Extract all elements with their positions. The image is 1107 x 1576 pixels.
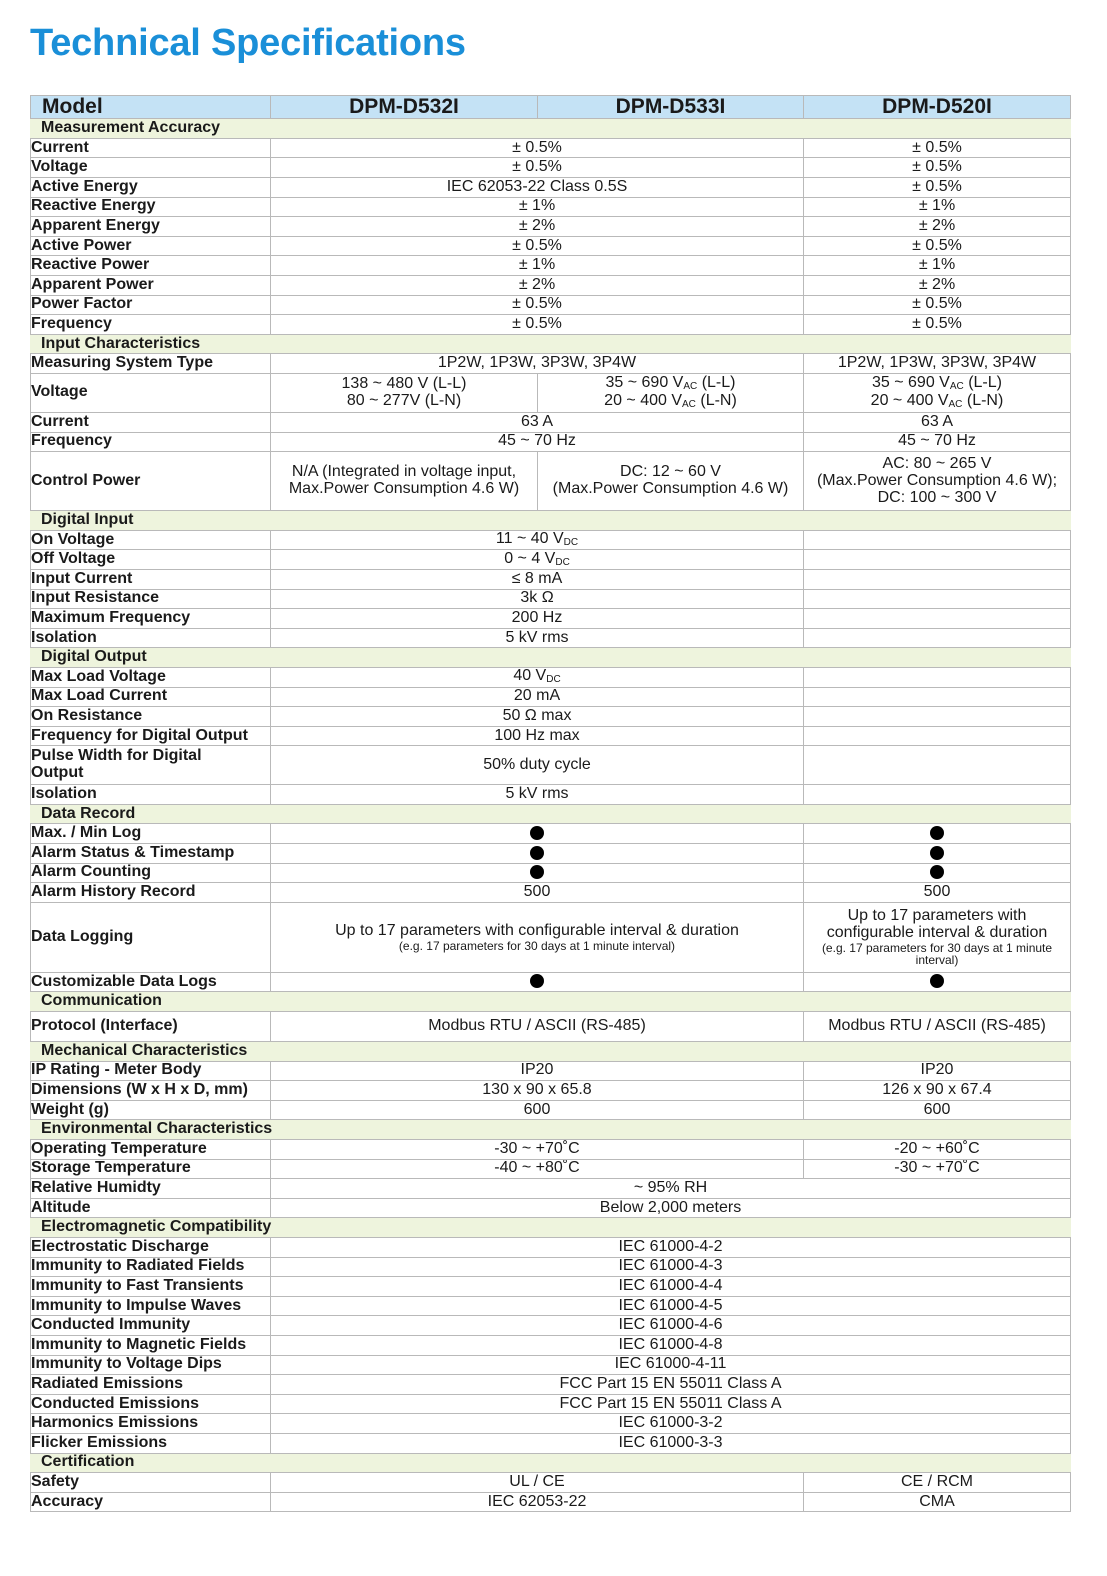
row-label: Accuracy [31, 1492, 271, 1512]
row-value: ± 0.5% [804, 158, 1071, 178]
row-value: 45 ~ 70 Hz [271, 432, 804, 452]
row-value: ± 0.5% [804, 315, 1071, 335]
row-value: IEC 61000-4-8 [271, 1335, 1071, 1355]
section-row [31, 1453, 1071, 1473]
table-row [31, 1414, 1071, 1434]
empty-cell [804, 530, 1071, 550]
row-label: Alarm History Record [31, 883, 271, 903]
row-label: Isolation [31, 628, 271, 648]
row-value: -30 ~ +70˚C [271, 1140, 804, 1160]
supported-cell [271, 844, 804, 864]
table-row [31, 452, 1071, 511]
section-title: Environmental Characteristics [31, 1120, 1071, 1140]
row-value: Below 2,000 meters [271, 1198, 1071, 1218]
table-row [31, 1100, 1071, 1120]
row-value: -30 ~ +70˚C [804, 1159, 1071, 1179]
section-title: Digital Output [31, 648, 1071, 668]
section-row [31, 648, 1071, 668]
row-label: Control Power [31, 452, 271, 511]
value-line: 35 ~ 690 $V_{AC}$ (L-L) [605, 374, 736, 393]
table-row [31, 1159, 1071, 1179]
supported-dot-icon [930, 846, 944, 860]
row-label: Frequency for Digital Output [31, 726, 271, 746]
value-note: (e.g. 17 parameters for 30 days at 1 minute interval) [821, 940, 1053, 968]
empty-cell [804, 785, 1071, 805]
row-label: Input Resistance [31, 589, 271, 609]
section-title: Certification [31, 1453, 1071, 1473]
table-row [31, 1296, 1071, 1316]
row-value: ± 2% [804, 276, 1071, 296]
row-label: Protocol (Interface) [31, 1012, 271, 1042]
row-label: Conducted Immunity [31, 1316, 271, 1336]
section-title: Electromagnetic Compatibility [31, 1218, 1071, 1238]
section-row [31, 1218, 1071, 1238]
row-value: 50% duty cycle [271, 746, 804, 785]
supported-dot-icon [530, 974, 544, 988]
row-value: ± 0.5% [271, 295, 804, 315]
row-value: -40 ~ +80˚C [271, 1159, 804, 1179]
row-value: ± 1% [271, 197, 804, 217]
empty-cell [804, 628, 1071, 648]
empty-cell [804, 746, 1071, 785]
row-value: ± 2% [271, 217, 804, 237]
row-value [271, 902, 804, 972]
table-row [31, 785, 1071, 805]
row-value: 600 [804, 1100, 1071, 1120]
row-value [804, 902, 1071, 972]
row-label: Immunity to Magnetic Fields [31, 1335, 271, 1355]
supported-dot-icon [530, 846, 544, 860]
table-row [31, 1355, 1071, 1375]
section-row [31, 992, 1071, 1012]
row-label: Alarm Counting [31, 863, 271, 883]
table-row [31, 972, 1071, 992]
supported-dot-icon [930, 826, 944, 840]
table-row [31, 217, 1071, 237]
section-row [31, 334, 1071, 354]
row-value: 600 [271, 1100, 804, 1120]
section-row [31, 119, 1071, 139]
row-value [804, 452, 1071, 511]
value-line: configurable interval & duration [826, 923, 1048, 941]
table-row [31, 863, 1071, 883]
row-value: FCC Part 15 EN 55011 Class A [271, 1394, 1071, 1414]
row-value: IEC 61000-3-2 [271, 1414, 1071, 1434]
row-value [271, 373, 538, 412]
table-row [31, 530, 1071, 550]
row-label: Max Load Voltage [31, 667, 271, 687]
table-row [31, 1198, 1071, 1218]
row-value: ± 1% [804, 256, 1071, 276]
row-value: IP20 [804, 1061, 1071, 1081]
row-label: Frequency [31, 315, 271, 335]
row-label: Apparent Energy [31, 217, 271, 237]
row-label: Power Factor [31, 295, 271, 315]
row-value: Modbus RTU / ASCII (RS-485) [804, 1012, 1071, 1042]
row-value: ± 0.5% [804, 178, 1071, 198]
table-row [31, 138, 1071, 158]
supported-cell [804, 972, 1071, 992]
table-row [31, 315, 1071, 335]
table-row [31, 569, 1071, 589]
row-label: Harmonics Emissions [31, 1414, 271, 1434]
section-row [31, 1042, 1071, 1062]
row-value: -20 ~ +60˚C [804, 1140, 1071, 1160]
row-label: Voltage [31, 158, 271, 178]
section-row [31, 804, 1071, 824]
value-line: Up to 17 parameters with [847, 906, 1027, 924]
row-label: Off Voltage [31, 550, 271, 570]
row-value: 126 x 90 x 67.4 [804, 1081, 1071, 1101]
empty-cell [804, 550, 1071, 570]
empty-cell [804, 707, 1071, 727]
row-label: Voltage [31, 373, 271, 412]
row-value: ± 2% [804, 217, 1071, 237]
row-value: 3k Ω [271, 589, 804, 609]
row-value: IEC 62053-22 [271, 1492, 804, 1512]
row-label: Conducted Emissions [31, 1394, 271, 1414]
table-row [31, 178, 1071, 198]
table-row [31, 883, 1071, 903]
row-label: Isolation [31, 785, 271, 805]
table-row [31, 373, 1071, 412]
row-value: 500 [804, 883, 1071, 903]
empty-cell [804, 569, 1071, 589]
section-title: Mechanical Characteristics [31, 1042, 1071, 1062]
value-line: DC: 12 ~ 60 V [620, 463, 721, 481]
row-value [538, 373, 804, 412]
model-d532-header: DPM-D532I [271, 96, 538, 119]
row-label: Radiated Emissions [31, 1375, 271, 1395]
row-label: Max Load Current [31, 687, 271, 707]
model-d533-header: DPM-D533I [538, 96, 804, 119]
row-value: ± 0.5% [271, 138, 804, 158]
row-label: Active Power [31, 236, 271, 256]
row-label: Active Energy [31, 178, 271, 198]
row-value: IEC 61000-4-4 [271, 1277, 1071, 1297]
value-line: DC: 100 ~ 300 V [877, 488, 997, 506]
row-label: Flicker Emissions [31, 1433, 271, 1453]
row-value: ± 0.5% [804, 295, 1071, 315]
row-value [271, 452, 538, 511]
row-label: Reactive Power [31, 256, 271, 276]
supported-cell [271, 824, 804, 844]
row-value: IP20 [271, 1061, 804, 1081]
empty-cell [804, 726, 1071, 746]
row-value: ≤ 8 mA [271, 569, 804, 589]
table-row [31, 1277, 1071, 1297]
value-line: Max.Power Consumption 4.6 W) [288, 480, 520, 498]
table-row [31, 1012, 1071, 1042]
row-label: Immunity to Voltage Dips [31, 1355, 271, 1375]
table-row [31, 276, 1071, 296]
value-line: 20 ~ 400 $V_{AC}$ (L-N) [870, 391, 1004, 410]
row-label: Dimensions (W x H x D, mm) [31, 1081, 271, 1101]
table-row [31, 1257, 1071, 1277]
row-value: 0 ~ 4 $V_{DC}$ [271, 550, 804, 570]
row-label: Apparent Power [31, 276, 271, 296]
empty-cell [804, 609, 1071, 629]
table-row [31, 1061, 1071, 1081]
row-value: ± 2% [271, 276, 804, 296]
row-label: Current [31, 138, 271, 158]
table-row [31, 1492, 1071, 1512]
row-label: Maximum Frequency [31, 609, 271, 629]
row-label: Storage Temperature [31, 1159, 271, 1179]
row-value: 63 A [271, 412, 804, 432]
row-value: IEC 61000-3-3 [271, 1433, 1071, 1453]
row-value: 100 Hz max [271, 726, 804, 746]
table-row [31, 236, 1071, 256]
row-value: 130 x 90 x 65.8 [271, 1081, 804, 1101]
row-value: IEC 61000-4-3 [271, 1257, 1071, 1277]
specifications-table [30, 95, 1071, 1512]
supported-cell [804, 824, 1071, 844]
value-line: 35 ~ 690 $V_{AC}$ (L-L) [872, 374, 1002, 393]
row-value: 5 kV rms [271, 628, 804, 648]
table-row [31, 432, 1071, 452]
row-label: Frequency [31, 432, 271, 452]
row-value: UL / CE [271, 1473, 804, 1493]
row-label: Alarm Status & Timestamp [31, 844, 271, 864]
section-row [31, 511, 1071, 531]
row-value: ± 1% [271, 256, 804, 276]
table-row [31, 746, 1071, 785]
row-value: 63 A [804, 412, 1071, 432]
row-label: Immunity to Fast Transients [31, 1277, 271, 1297]
row-value: IEC 61000-4-2 [271, 1237, 1071, 1257]
table-row [31, 902, 1071, 972]
value-line: 80 ~ 277V (L-N) [346, 391, 462, 409]
row-label: IP Rating - Meter Body [31, 1061, 271, 1081]
table-row [31, 354, 1071, 374]
row-label: Data Logging [31, 902, 271, 972]
table-row [31, 1081, 1071, 1101]
table-row [31, 1394, 1071, 1414]
row-label: Altitude [31, 1198, 271, 1218]
row-label: On Voltage [31, 530, 271, 550]
section-title: Data Record [31, 804, 1071, 824]
value-line: (Max.Power Consumption 4.6 W) [552, 480, 789, 498]
table-row [31, 844, 1071, 864]
row-value: IEC 61000-4-6 [271, 1316, 1071, 1336]
row-value: ± 0.5% [804, 236, 1071, 256]
value-note: (e.g. 17 parameters for 30 days at 1 minute interval) [398, 938, 676, 953]
table-row [31, 1433, 1071, 1453]
row-value: ± 0.5% [271, 236, 804, 256]
table-row [31, 412, 1071, 432]
row-label: Measuring System Type [31, 354, 271, 374]
table-row [31, 1237, 1071, 1257]
supported-dot-icon [930, 974, 944, 988]
row-value: IEC 61000-4-5 [271, 1296, 1071, 1316]
row-label: Reactive Energy [31, 197, 271, 217]
page-title: Technical Specifications [30, 22, 466, 64]
row-value: 1P2W, 1P3W, 3P3W, 3P4W [804, 354, 1071, 374]
row-label: Operating Temperature [31, 1140, 271, 1160]
row-label: Immunity to Impulse Waves [31, 1296, 271, 1316]
row-value: FCC Part 15 EN 55011 Class A [271, 1375, 1071, 1395]
row-label: Electrostatic Discharge [31, 1237, 271, 1257]
value-line: 138 ~ 480 V (L-L) [341, 375, 467, 393]
supported-cell [804, 863, 1071, 883]
supported-cell [271, 972, 804, 992]
value-line: Up to 17 parameters with configurable interval & duration [335, 921, 739, 939]
table-row [31, 1179, 1071, 1199]
row-value: IEC 62053-22 Class 0.5S [271, 178, 804, 198]
row-label: On Resistance [31, 707, 271, 727]
row-label: Relative Humidty [31, 1179, 271, 1199]
table-row [31, 158, 1071, 178]
value-line: 20 ~ 400 $V_{AC}$ (L-N) [604, 391, 737, 410]
table-header-row [31, 96, 1071, 119]
row-value: 500 [271, 883, 804, 903]
label-line: Pulse Width for Digital [31, 747, 202, 765]
table-row [31, 687, 1071, 707]
row-value: 1P2W, 1P3W, 3P3W, 3P4W [271, 354, 804, 374]
row-value: Modbus RTU / ASCII (RS-485) [271, 1012, 804, 1042]
table-row [31, 1140, 1071, 1160]
value-line: (Max.Power Consumption 4.6 W); [816, 471, 1058, 489]
table-row [31, 824, 1071, 844]
row-value: 40 $V_{DC}$ [271, 667, 804, 687]
empty-cell [804, 589, 1071, 609]
supported-dot-icon [530, 826, 544, 840]
supported-dot-icon [930, 865, 944, 879]
section-title: Input Characteristics [31, 334, 1071, 354]
row-value: IEC 61000-4-11 [271, 1355, 1071, 1375]
table-row [31, 1335, 1071, 1355]
model-header: Model [31, 96, 271, 119]
section-title: Communication [31, 992, 1071, 1012]
model-d520-header: DPM-D520I [804, 96, 1071, 119]
supported-cell [271, 863, 804, 883]
row-value: ± 0.5% [271, 158, 804, 178]
row-value: 20 mA [271, 687, 804, 707]
row-label: Input Current [31, 569, 271, 589]
row-value: 200 Hz [271, 609, 804, 629]
supported-dot-icon [530, 865, 544, 879]
table-row [31, 197, 1071, 217]
table-row [31, 1375, 1071, 1395]
row-value: 5 kV rms [271, 785, 804, 805]
empty-cell [804, 687, 1071, 707]
row-label [31, 746, 271, 785]
section-title: Measurement Accuracy [31, 119, 1071, 139]
table-row [31, 256, 1071, 276]
row-label: Max. / Min Log [31, 824, 271, 844]
row-value [804, 373, 1071, 412]
row-value: 50 Ω max [271, 707, 804, 727]
empty-cell [804, 667, 1071, 687]
table-row [31, 726, 1071, 746]
section-title: Digital Input [31, 511, 1071, 531]
supported-cell [804, 844, 1071, 864]
row-value: CMA [804, 1492, 1071, 1512]
row-value: ± 1% [804, 197, 1071, 217]
table-row [31, 628, 1071, 648]
row-value: 45 ~ 70 Hz [804, 432, 1071, 452]
row-value: ± 0.5% [804, 138, 1071, 158]
label-line: Output [31, 764, 84, 782]
row-value: 11 ~ 40 $V_{DC}$ [271, 530, 804, 550]
row-label: Current [31, 412, 271, 432]
row-value [538, 452, 804, 511]
row-label: Customizable Data Logs [31, 972, 271, 992]
value-line: N/A (Integrated in voltage input, [291, 463, 517, 481]
table-row [31, 1473, 1071, 1493]
table-row [31, 550, 1071, 570]
table-row [31, 609, 1071, 629]
value-line: AC: 80 ~ 265 V [882, 454, 992, 472]
row-label: Weight (g) [31, 1100, 271, 1120]
section-row [31, 1120, 1071, 1140]
row-label: Immunity to Radiated Fields [31, 1257, 271, 1277]
row-value: CE / RCM [804, 1473, 1071, 1493]
row-value: ± 0.5% [271, 315, 804, 335]
table-row [31, 1316, 1071, 1336]
table-row [31, 667, 1071, 687]
table-row [31, 707, 1071, 727]
row-label: Safety [31, 1473, 271, 1493]
table-row [31, 589, 1071, 609]
table-row [31, 295, 1071, 315]
row-value: ~ 95% RH [271, 1179, 1071, 1199]
